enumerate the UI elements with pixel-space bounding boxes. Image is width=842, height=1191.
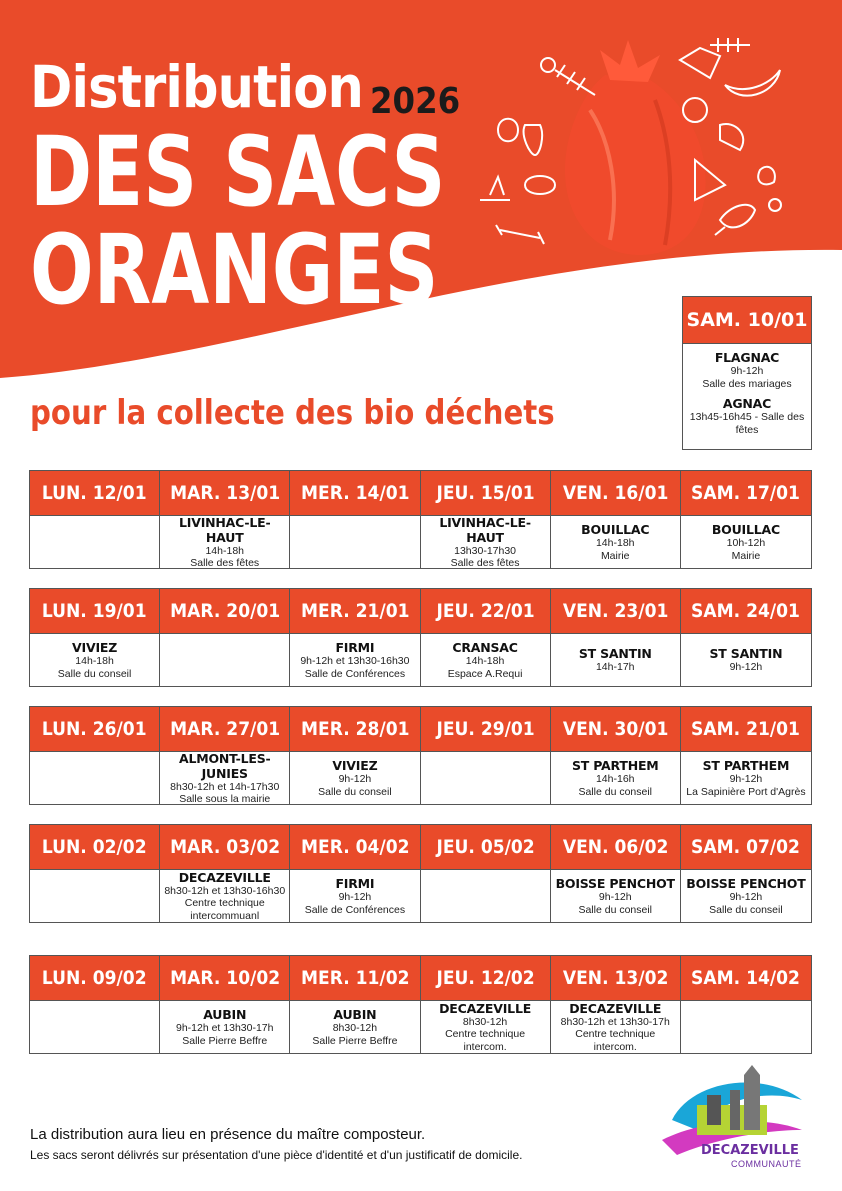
venue: Salle sous la mairie xyxy=(179,793,271,805)
day-header xyxy=(160,589,290,634)
day-label: JEU. 12/02 xyxy=(435,967,535,989)
day-header xyxy=(551,956,681,1001)
day-label: VEN. 30/01 xyxy=(562,718,668,740)
day-header xyxy=(421,471,551,516)
week-table xyxy=(29,955,812,1054)
day-cell xyxy=(30,752,160,804)
location-name: FIRMI xyxy=(335,876,375,891)
location-name: BOUILLAC xyxy=(711,522,780,537)
location-name: VIVIEZ xyxy=(72,640,118,655)
day-label: VEN. 16/01 xyxy=(562,482,668,504)
venue: Salle du conseil xyxy=(578,785,653,798)
week-table xyxy=(29,588,812,687)
venue: Salle Pierre Beffre xyxy=(312,1034,398,1047)
location-name: ST PARTHEM xyxy=(571,758,659,773)
day-label: JEU. 15/01 xyxy=(435,482,535,504)
time-slot: 8h30-12h et 13h30-16h30 xyxy=(164,884,286,897)
day-header xyxy=(290,589,420,634)
title-oranges: ORANGES xyxy=(30,214,439,326)
day-header: SAM. 10/01 xyxy=(683,297,811,344)
time-slot: 9h-12h xyxy=(338,891,372,903)
time-slot: 14h-18h xyxy=(75,655,114,667)
day-label: MER. 28/01 xyxy=(300,718,410,740)
day-cell xyxy=(681,1001,811,1053)
location-name: FLAGNAC xyxy=(714,350,780,365)
day-cell xyxy=(681,752,811,804)
time-slot: 14h-18h xyxy=(205,544,245,557)
day-label: JEU. 05/02 xyxy=(435,836,535,858)
day-label: MAR. 03/02 xyxy=(169,836,280,858)
venue: Salle de Conférences xyxy=(304,667,406,680)
day-label: VEN. 06/02 xyxy=(562,836,668,858)
venue: Salle de Conférences xyxy=(304,903,406,916)
venue: Salle du conseil xyxy=(318,785,392,798)
day-label: MER. 11/02 xyxy=(300,967,410,989)
day-header xyxy=(30,956,160,1001)
time-slot: 9h-12h xyxy=(729,891,763,903)
time-slot: 8h30-12h et 14h-17h30 xyxy=(170,780,280,793)
day-label: MAR. 10/02 xyxy=(169,967,280,989)
day-header xyxy=(160,956,290,1001)
day-label: LUN. 26/01 xyxy=(42,718,147,740)
location-name: LIVINHAC-LE-HAUT xyxy=(179,514,271,545)
day-header xyxy=(30,471,160,516)
venue: Mairie xyxy=(600,549,630,562)
venue: Salle des fêtes xyxy=(190,557,260,569)
day-cell xyxy=(681,516,811,568)
time-slot: 9h-12h xyxy=(729,661,763,674)
day-label: MER. 04/02 xyxy=(300,836,410,858)
week-table xyxy=(29,470,812,569)
day-header xyxy=(160,471,290,516)
location-name: AUBIN xyxy=(333,1007,377,1022)
day-cell xyxy=(421,870,551,922)
day-label: SAM. 07/02 xyxy=(691,836,801,858)
day-cell xyxy=(30,516,160,568)
day-label: SAM. 24/01 xyxy=(691,600,801,622)
day-cell xyxy=(30,1001,160,1053)
venue: intercommuanl xyxy=(190,909,260,922)
time-slot: 8h30-12h et 13h30-17h xyxy=(560,1015,670,1028)
day-header xyxy=(681,471,811,516)
location-name: BOISSE PENCHOT xyxy=(555,876,675,891)
location-name: AUBIN xyxy=(203,1007,247,1022)
footer-note: La distribution aura lieu en présence du maître composteur. xyxy=(30,1126,426,1143)
day-label: VEN. 23/01 xyxy=(562,600,668,622)
title-des-sacs: DES SACS xyxy=(30,116,446,228)
day-cell xyxy=(160,634,290,686)
day-header xyxy=(160,707,290,752)
day-header xyxy=(681,956,811,1001)
day-cell xyxy=(681,634,811,686)
day-cell xyxy=(421,752,551,804)
day-label: LUN. 12/01 xyxy=(42,482,147,504)
time-slot: 10h-12h xyxy=(726,537,766,549)
day-header xyxy=(290,825,420,870)
day-header xyxy=(551,707,681,752)
day-header xyxy=(681,825,811,870)
day-cell xyxy=(160,1001,290,1053)
venue: Salle des fêtes xyxy=(450,557,520,569)
time-slot: 8h30-12h xyxy=(332,1022,378,1034)
day-label: LUN. 09/02 xyxy=(42,967,147,989)
day-label: LUN. 19/01 xyxy=(42,600,147,622)
day-cell xyxy=(421,1001,551,1053)
day-label: VEN. 13/02 xyxy=(562,967,668,989)
day-cell xyxy=(290,752,420,804)
day-cell xyxy=(421,634,551,686)
location-name: DECAZEVILLE xyxy=(569,1000,662,1016)
day-header xyxy=(421,825,551,870)
day-cell xyxy=(551,752,681,804)
day-cell xyxy=(290,870,420,922)
time-slot: 9h-12h xyxy=(729,773,763,785)
location-name: ST PARTHEM xyxy=(702,758,790,773)
logo-subtitle: COMMUNAUTÉ xyxy=(731,1159,802,1169)
venue: Centre technique xyxy=(184,897,265,910)
venue: Salle des mariages xyxy=(702,377,792,390)
day-header xyxy=(30,707,160,752)
day-header xyxy=(551,471,681,516)
venue: Salle du conseil xyxy=(57,667,132,680)
logo-name: DECAZEVILLE xyxy=(701,1143,799,1158)
time-slot: 14h-17h xyxy=(595,661,635,674)
day-body xyxy=(683,344,811,440)
day-label: JEU. 29/01 xyxy=(435,718,535,740)
location-name: AGNAC xyxy=(722,396,772,411)
location-name: LIVINHAC-LE-HAUT xyxy=(439,514,531,545)
saturday-10-01-box xyxy=(682,296,812,450)
venue: Centre technique xyxy=(445,1028,526,1041)
venue: Salle du conseil xyxy=(578,903,653,916)
day-header xyxy=(681,707,811,752)
day-cell xyxy=(160,752,290,804)
day-label: MAR. 20/01 xyxy=(169,600,280,622)
day-header xyxy=(160,825,290,870)
day-cell xyxy=(551,634,681,686)
venue: Centre technique xyxy=(575,1028,656,1041)
location-name: CRANSAC xyxy=(452,640,518,655)
day-header xyxy=(681,589,811,634)
day-cell xyxy=(290,634,420,686)
day-header xyxy=(290,707,420,752)
day-cell xyxy=(551,1001,681,1053)
orange-bag-icon xyxy=(470,20,790,260)
venue: Salle Pierre Beffre xyxy=(182,1034,268,1047)
day-header xyxy=(551,825,681,870)
day-header xyxy=(30,825,160,870)
week-table xyxy=(29,824,812,923)
title-year: 2026 xyxy=(370,81,461,122)
subtitle: pour la collecte des bio déchets xyxy=(30,393,555,433)
day-cell xyxy=(681,870,811,922)
day-header xyxy=(421,956,551,1001)
time-slot: 9h-12h xyxy=(730,365,764,377)
venue: intercom. xyxy=(463,1040,507,1053)
day-header xyxy=(421,707,551,752)
location-name: ALMONT-LES-JUNIES xyxy=(178,750,271,781)
footer-requirement: Les sacs seront délivrés sur présentation d'une pièce d'identité et d'un justificatif de domicile. xyxy=(30,1148,523,1162)
venue: Espace A.Requi xyxy=(447,667,523,680)
day-label: MER. 14/01 xyxy=(300,482,410,504)
location-name: DECAZEVILLE xyxy=(439,1000,532,1016)
day-cell xyxy=(421,516,551,568)
day-label: SAM. 17/01 xyxy=(691,482,801,504)
day-cell xyxy=(290,1001,420,1053)
day-header xyxy=(421,589,551,634)
day-cell xyxy=(290,516,420,568)
time-slot: 9h-12h xyxy=(338,773,372,785)
time-slot: 8h30-12h xyxy=(462,1015,508,1028)
day-label: SAM. 21/01 xyxy=(691,718,801,740)
day-cell xyxy=(160,870,290,922)
day-label: MAR. 27/01 xyxy=(169,718,280,740)
venue: Salle du conseil xyxy=(709,903,783,916)
time-slot: 14h-16h xyxy=(595,773,635,785)
venue: Mairie xyxy=(731,549,761,562)
time-slot: 13h30-17h30 xyxy=(454,544,517,557)
week-table xyxy=(29,706,812,805)
title-distribution: Distribution xyxy=(30,53,363,121)
location-name: ST SANTIN xyxy=(578,646,652,662)
time-slot: 13h45-16h45 - Salle des fêtes xyxy=(689,411,805,436)
day-header xyxy=(290,471,420,516)
time-slot: 14h-18h xyxy=(595,537,635,549)
location-name: VIVIEZ xyxy=(332,758,378,773)
day-header xyxy=(290,956,420,1001)
time-slot: 14h-18h xyxy=(465,655,505,667)
day-label: LUN. 02/02 xyxy=(42,836,147,858)
day-cell xyxy=(551,516,681,568)
day-cell xyxy=(551,870,681,922)
venue: intercom. xyxy=(593,1040,637,1053)
day-cell xyxy=(30,870,160,922)
location-name: BOUILLAC xyxy=(581,522,650,537)
day-label: MAR. 13/01 xyxy=(169,482,280,504)
time-slot: 9h-12h et 13h30-16h30 xyxy=(300,655,410,667)
location-name: BOISSE PENCHOT xyxy=(686,876,806,891)
day-header xyxy=(551,589,681,634)
day-header xyxy=(30,589,160,634)
day-label: JEU. 22/01 xyxy=(435,600,535,622)
location-name: FIRMI xyxy=(335,640,375,655)
location-name: ST SANTIN xyxy=(709,646,783,662)
day-label: MER. 21/01 xyxy=(300,600,410,622)
food-waste-illustration xyxy=(470,20,790,260)
day-cell xyxy=(30,634,160,686)
time-slot: 9h-12h et 13h30-17h xyxy=(175,1022,274,1034)
day-label: SAM. 14/02 xyxy=(691,967,801,989)
location-name: DECAZEVILLE xyxy=(178,869,271,885)
day-cell xyxy=(160,516,290,568)
time-slot: 9h-12h xyxy=(598,891,632,903)
venue: La Sapinière Port d'Agrès xyxy=(686,785,806,798)
